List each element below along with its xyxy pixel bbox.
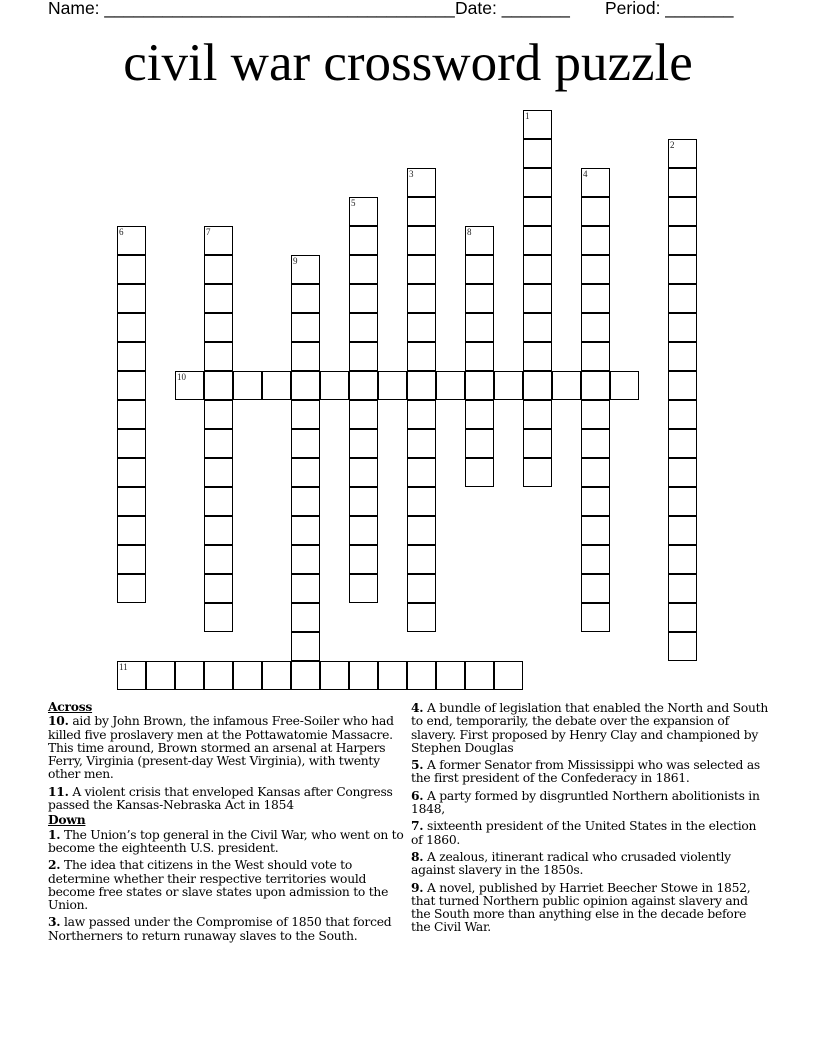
crossword-cell[interactable]: [349, 284, 378, 313]
crossword-cell[interactable]: [204, 313, 233, 342]
crossword-grid: [117, 110, 757, 710]
crossword-cell[interactable]: [117, 313, 146, 342]
cell-number: 10: [177, 372, 186, 382]
crossword-cell[interactable]: [581, 458, 610, 487]
crossword-cell[interactable]: [233, 661, 262, 690]
crossword-cell[interactable]: [581, 574, 610, 603]
crossword-cell[interactable]: [117, 371, 146, 400]
clue-number: 7.: [411, 818, 424, 834]
clue-down-9: [411, 881, 769, 935]
crossword-cell[interactable]: [552, 371, 581, 400]
crossword-cell[interactable]: [407, 284, 436, 313]
crossword-cell[interactable]: [668, 574, 697, 603]
crossword-cell[interactable]: [523, 139, 552, 168]
crossword-cell[interactable]: [523, 168, 552, 197]
clue-down-7: [411, 819, 769, 847]
crossword-cell[interactable]: [349, 661, 378, 690]
crossword-cell[interactable]: [668, 429, 697, 458]
clue-text: sixteenth president of the United States in the election of 1860.: [411, 819, 757, 847]
crossword-cell[interactable]: [465, 371, 494, 400]
crossword-cell[interactable]: [610, 371, 639, 400]
crossword-cell[interactable]: [581, 545, 610, 574]
student-info-header: [48, 0, 768, 22]
crossword-cell[interactable]: [204, 603, 233, 632]
crossword-cell[interactable]: [291, 516, 320, 545]
clue-text: A party formed by disgruntled Northern abolitionists in 1848,: [411, 788, 760, 817]
clue-down-4: [411, 701, 769, 755]
across-heading: Across: [48, 699, 93, 714]
crossword-cell[interactable]: [581, 371, 610, 400]
crossword-cell[interactable]: [668, 226, 697, 255]
crossword-cell[interactable]: [349, 313, 378, 342]
crossword-cell[interactable]: [407, 313, 436, 342]
cell-number: 3: [409, 169, 414, 179]
clue-number: 4.: [411, 700, 424, 715]
crossword-cell[interactable]: [465, 226, 494, 255]
crossword-cell[interactable]: [117, 342, 146, 371]
crossword-cell[interactable]: [668, 632, 697, 661]
crossword-cell[interactable]: [204, 516, 233, 545]
crossword-cell[interactable]: [204, 574, 233, 603]
crossword-cell[interactable]: [494, 661, 523, 690]
crossword-cell[interactable]: [407, 574, 436, 603]
crossword-cell[interactable]: [175, 371, 204, 400]
crossword-cell[interactable]: [523, 255, 552, 284]
crossword-cell[interactable]: [407, 168, 436, 197]
clue-text: law passed under the Compromise of 1850 that forced Northerners to return runaway slaves to the South.: [48, 915, 392, 943]
crossword-cell[interactable]: [407, 603, 436, 632]
crossword-cell[interactable]: [668, 400, 697, 429]
crossword-cell[interactable]: [581, 284, 610, 313]
date-field[interactable]: Date: _______: [455, 0, 570, 18]
crossword-cell[interactable]: [465, 429, 494, 458]
crossword-cell[interactable]: [407, 255, 436, 284]
crossword-cell[interactable]: [668, 284, 697, 313]
clue-number: 3.: [48, 914, 61, 930]
crossword-cell[interactable]: [436, 371, 465, 400]
crossword-cell[interactable]: [523, 458, 552, 487]
crossword-cell[interactable]: [291, 284, 320, 313]
crossword-cell[interactable]: [291, 603, 320, 632]
clue-text: A former Senator from Mississippi who was selected as the first president of the Confederacy in 1861.: [411, 758, 760, 786]
crossword-cell[interactable]: [349, 487, 378, 516]
crossword-cell[interactable]: [668, 516, 697, 545]
crossword-cell[interactable]: [465, 255, 494, 284]
crossword-cell[interactable]: [668, 487, 697, 516]
crossword-cell[interactable]: [175, 661, 204, 690]
crossword-cell[interactable]: [262, 371, 291, 400]
cell-number: 5: [351, 198, 356, 208]
cell-number: 8: [467, 227, 472, 237]
crossword-cell[interactable]: [465, 661, 494, 690]
crossword-cell[interactable]: [407, 197, 436, 226]
crossword-cell[interactable]: [349, 574, 378, 603]
cell-number: 4: [583, 169, 588, 179]
crossword-cell[interactable]: [581, 255, 610, 284]
crossword-cell[interactable]: [349, 371, 378, 400]
crossword-cell[interactable]: [523, 110, 552, 139]
crossword-cell[interactable]: [349, 255, 378, 284]
crossword-cell[interactable]: [523, 429, 552, 458]
crossword-cell[interactable]: [320, 371, 349, 400]
clue-number: 2.: [48, 857, 61, 873]
crossword-cell[interactable]: [349, 400, 378, 429]
page-title: civil war crossword puzzle: [123, 34, 693, 92]
crossword-cell[interactable]: [204, 545, 233, 574]
crossword-cell[interactable]: [146, 661, 175, 690]
crossword-cell[interactable]: [523, 313, 552, 342]
clues-column-left: [48, 700, 406, 946]
crossword-cell[interactable]: [117, 516, 146, 545]
crossword-cell[interactable]: [407, 342, 436, 371]
clue-text: aid by John Brown, the infamous Free-Soiler who had killed five proslavery men at the Pottawatomie Massacre. This time around, Brown stormed an arsenal at Harpers Ferry, Virginia (present-day West Virginia), with twenty other men.: [48, 714, 394, 782]
crossword-cell[interactable]: [349, 197, 378, 226]
crossword-cell[interactable]: [117, 255, 146, 284]
crossword-cell[interactable]: [465, 342, 494, 371]
crossword-cell[interactable]: [581, 400, 610, 429]
down-heading: Down: [48, 812, 86, 828]
crossword-cell[interactable]: [581, 342, 610, 371]
clue-text: The idea that citizens in the West should vote to determine whether their respective territories would become free states or slave states upon admission to the Union.: [48, 858, 389, 913]
crossword-cell[interactable]: [117, 661, 146, 690]
clue-text: A novel, published by Harriet Beecher Stowe in 1852, that turned Northern public opinion against slavery and the South more than anything else in the decade before the Civil War.: [411, 880, 751, 935]
crossword-cell[interactable]: [668, 545, 697, 574]
crossword-cell[interactable]: [204, 400, 233, 429]
crossword-cell[interactable]: [291, 255, 320, 284]
clue-number: 11.: [48, 783, 69, 799]
crossword-cell[interactable]: [407, 429, 436, 458]
crossword-cell[interactable]: [581, 313, 610, 342]
crossword-cell[interactable]: [291, 371, 320, 400]
clue-text: The Union’s top general in the Civil War, who went on to become the eighteenth U.S. president.: [48, 827, 404, 855]
crossword-cell[interactable]: [494, 371, 523, 400]
cell-number: 11: [119, 662, 128, 672]
crossword-cell[interactable]: [204, 284, 233, 313]
crossword-cell[interactable]: [523, 400, 552, 429]
crossword-cell[interactable]: [291, 661, 320, 690]
crossword-cell[interactable]: [291, 458, 320, 487]
crossword-cell[interactable]: [378, 661, 407, 690]
crossword-cell[interactable]: [668, 371, 697, 400]
crossword-cell[interactable]: [349, 545, 378, 574]
crossword-cell[interactable]: [407, 458, 436, 487]
crossword-cell[interactable]: [407, 400, 436, 429]
crossword-cell[interactable]: [291, 545, 320, 574]
crossword-cell[interactable]: [407, 226, 436, 255]
crossword-cell[interactable]: [436, 661, 465, 690]
clues-column-right: [411, 701, 769, 938]
clue-number: 10.: [48, 713, 69, 729]
clue-down-6: [411, 789, 769, 817]
crossword-cell[interactable]: [291, 313, 320, 342]
crossword-cell[interactable]: [117, 574, 146, 603]
crossword-cell[interactable]: [668, 603, 697, 632]
clue-number: 9.: [411, 879, 424, 895]
crossword-cell[interactable]: [668, 255, 697, 284]
crossword-cell[interactable]: [204, 429, 233, 458]
crossword-cell[interactable]: [465, 284, 494, 313]
crossword-cell[interactable]: [581, 226, 610, 255]
crossword-cell[interactable]: [204, 458, 233, 487]
crossword-cell[interactable]: [523, 197, 552, 226]
crossword-cell[interactable]: [523, 342, 552, 371]
crossword-cell[interactable]: [668, 342, 697, 371]
clue-text: A violent crisis that enveloped Kansas after Congress passed the Kansas-Nebraska Act in 1854: [48, 784, 393, 813]
crossword-cell[interactable]: [204, 661, 233, 690]
crossword-cell[interactable]: [581, 168, 610, 197]
crossword-cell[interactable]: [465, 400, 494, 429]
crossword-cell[interactable]: [581, 603, 610, 632]
crossword-cell[interactable]: [465, 313, 494, 342]
cell-number: 2: [670, 140, 675, 150]
crossword-cell[interactable]: [581, 487, 610, 516]
clue-down-2: [48, 858, 406, 912]
crossword-cell[interactable]: [204, 342, 233, 371]
cell-number: 7: [206, 227, 211, 237]
crossword-cell[interactable]: [668, 197, 697, 226]
crossword-cell[interactable]: [407, 487, 436, 516]
crossword-cell[interactable]: [668, 458, 697, 487]
crossword-cell[interactable]: [117, 400, 146, 429]
crossword-cell[interactable]: [117, 458, 146, 487]
crossword-cell[interactable]: [378, 371, 407, 400]
clue-down-5: [411, 758, 769, 786]
crossword-cell[interactable]: [349, 342, 378, 371]
crossword-cell[interactable]: [523, 226, 552, 255]
crossword-cell[interactable]: [204, 226, 233, 255]
crossword-cell[interactable]: [117, 284, 146, 313]
crossword-cell[interactable]: [204, 487, 233, 516]
crossword-cell[interactable]: [349, 516, 378, 545]
crossword-cell[interactable]: [291, 574, 320, 603]
cell-number: 9: [293, 256, 298, 266]
crossword-cell[interactable]: [291, 487, 320, 516]
cell-number: 1: [525, 111, 530, 121]
clue-down-1: [48, 828, 406, 856]
crossword-cell[interactable]: [465, 458, 494, 487]
crossword-cell[interactable]: [581, 197, 610, 226]
crossword-cell[interactable]: [291, 342, 320, 371]
crossword-cell[interactable]: [320, 661, 349, 690]
crossword-cell[interactable]: [407, 371, 436, 400]
crossword-cell[interactable]: [407, 661, 436, 690]
name-field[interactable]: Name: ____________________________________: [48, 0, 455, 18]
clue-number: 8.: [411, 848, 424, 864]
clue-text: A zealous, itinerant radical who crusaded violently against slavery in the 1850s.: [411, 849, 731, 878]
crossword-cell[interactable]: [581, 516, 610, 545]
clue-number: 5.: [411, 757, 424, 773]
crossword-cell[interactable]: [204, 255, 233, 284]
crossword-cell[interactable]: [349, 429, 378, 458]
clue-number: 1.: [48, 826, 61, 842]
crossword-cell[interactable]: [581, 429, 610, 458]
crossword-cell[interactable]: [668, 139, 697, 168]
crossword-cell[interactable]: [291, 632, 320, 661]
crossword-cell[interactable]: [407, 516, 436, 545]
crossword-cell[interactable]: [117, 545, 146, 574]
crossword-cell[interactable]: [291, 429, 320, 458]
crossword-cell[interactable]: [233, 371, 262, 400]
clue-text: A bundle of legislation that enabled the North and South to end, temporarily, the debate over the expansion of slavery. First proposed by Henry Clay and championed by Stephen Douglas: [411, 701, 768, 755]
crossword-cell[interactable]: [407, 545, 436, 574]
crossword-cell[interactable]: [668, 313, 697, 342]
cell-number: 6: [119, 227, 124, 237]
clue-across-10: [48, 714, 406, 781]
crossword-cell[interactable]: [668, 168, 697, 197]
crossword-cell[interactable]: [204, 371, 233, 400]
clue-down-3: [48, 915, 406, 943]
clue-number: 6.: [411, 787, 424, 803]
clue-down-8: [411, 850, 769, 878]
crossword-cell[interactable]: [523, 371, 552, 400]
clue-across-11: [48, 785, 406, 813]
crossword-cell[interactable]: [117, 226, 146, 255]
crossword-cell[interactable]: [117, 429, 146, 458]
crossword-cell[interactable]: [262, 661, 291, 690]
crossword-cell[interactable]: [523, 284, 552, 313]
period-field[interactable]: Period: _______: [605, 0, 734, 18]
crossword-cell[interactable]: [291, 400, 320, 429]
crossword-cell[interactable]: [349, 458, 378, 487]
crossword-cell[interactable]: [349, 226, 378, 255]
crossword-cell[interactable]: [117, 487, 146, 516]
